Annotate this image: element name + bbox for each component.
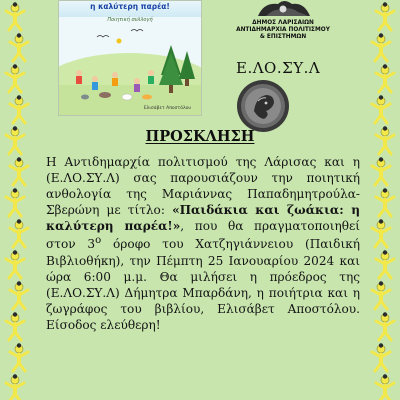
association-label: Ε.ΛΟ.ΣΥ.Λ (236, 59, 321, 77)
child-figure-icon (368, 281, 394, 311)
left-border-child-figures (0, 0, 34, 400)
book-cover-image (58, 0, 202, 116)
right-border-child-figures (366, 0, 400, 400)
child-figure-icon (372, 312, 398, 342)
body-intro: Η Αντιδημαρχία πολιτισμού της Λάρισας και η (Ε.ΛΟ.ΣΥ.Λ) σας παρουσιάζουν την ποιητική ανθολογία της Μαριάννας Παπαδημητρούλα-Σβερώνη με τίτλο: (46, 155, 360, 218)
event-details-start: , που θα πραγματοποιηθεί στον 3 (46, 219, 360, 252)
municipality-logo (228, 0, 338, 52)
child-figure-icon (2, 250, 28, 280)
event-details-rest: όροφο του Χατζηγιάννειου (Παιδική Βιβλιοθήκη), την Πέμπτη 25 Ιανουαρίου 2024 και ώρα 6:00 μ.μ. Θα μιλήσει η πρόεδρος της (Ε.ΛΟ.ΣΥ.Λ) Δήμητρα Μπαρδάνη, η ποιήτρια και η ζωγράφος του βιβλίου, Ελισάβετ Αποστόλου. (46, 237, 360, 316)
child-figure-icon (2, 126, 28, 156)
child-figure-icon (2, 64, 28, 94)
child-figure-icon (372, 64, 398, 94)
child-figure-icon (368, 95, 394, 125)
municipality-line-2: ΑΝΤΙΔΗΜΑΡΧΙΑ ΠΟΛΙΤΙΣΜΟΥ (236, 26, 330, 33)
book-title-text: «Παιδάκια και ζωάκια: η καλύτερη παρέα!» (46, 203, 360, 234)
closing-text: Είσοδος ελεύθερη! (46, 317, 161, 332)
invitation-title: ΠΡΟΣΚΛΗΣΗ (145, 128, 255, 145)
cover-author: Ελισάβετ Αποστόλου (143, 106, 191, 111)
child-figure-icon (2, 2, 28, 32)
child-figure-icon (368, 33, 394, 63)
child-figure-icon (6, 95, 32, 125)
child-figure-icon (368, 343, 394, 373)
child-figure-icon (6, 281, 32, 311)
child-figure-icon (368, 219, 394, 249)
municipality-name (228, 20, 338, 40)
child-figure-icon (2, 312, 28, 342)
child-figure-icon (368, 157, 394, 187)
ancient-coin-logo-icon (236, 79, 290, 133)
child-figure-icon (6, 33, 32, 63)
cover-title: η καλύτερη παρέα! (59, 1, 201, 17)
municipality-emblem-icon (228, 0, 338, 22)
child-figure-icon (2, 374, 28, 400)
cover-subtitle: Ποιητική συλλογή (107, 17, 153, 23)
child-figure-icon (372, 126, 398, 156)
ordinal-superscript: ο (95, 235, 102, 247)
child-figure-icon (2, 188, 28, 218)
municipality-line-3: & ΕΠΙΣΤΗΜΩΝ (259, 33, 307, 40)
child-figure-icon (372, 250, 398, 280)
child-figure-icon (372, 2, 398, 32)
child-figure-icon (372, 374, 398, 400)
child-figure-icon (6, 343, 32, 373)
child-figure-icon (6, 157, 32, 187)
invitation-body (46, 154, 360, 333)
child-figure-icon (6, 219, 32, 249)
municipality-line-1: ΔΗΜΟΣ ΛΑΡΙΣΑΙΩΝ (252, 20, 314, 26)
child-figure-icon (372, 188, 398, 218)
